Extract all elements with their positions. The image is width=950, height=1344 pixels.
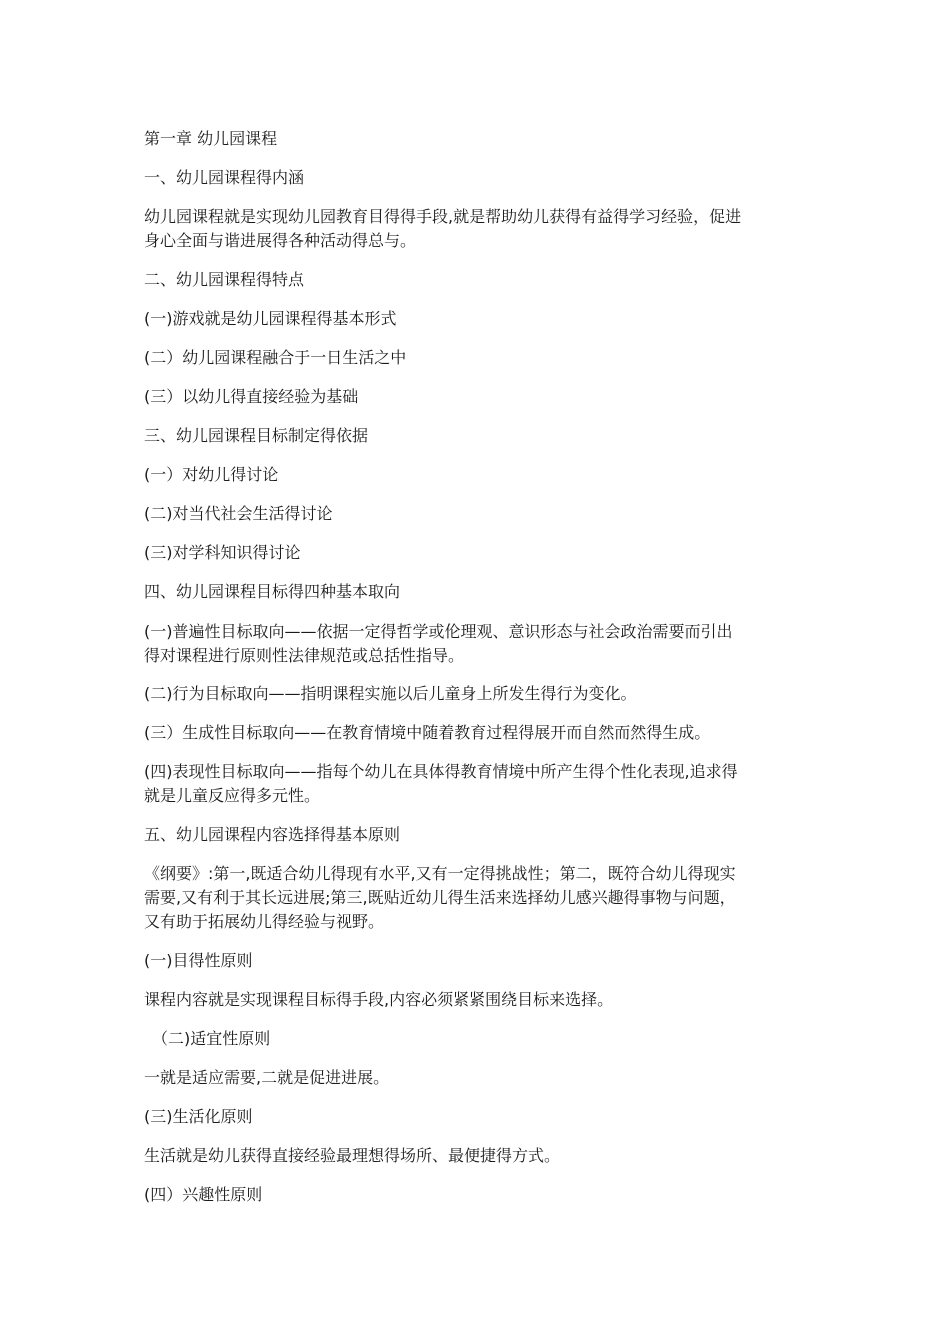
paragraph-line: (一)普遍性目标取向——依据一定得哲学或伦理观、意识形态与社会政治需要而引出: [144, 622, 733, 641]
list-item: (一)游戏就是幼儿园课程得基本形式: [144, 309, 397, 328]
list-item: (一）对幼儿得讨论: [144, 465, 279, 484]
list-item: (四）兴趣性原则: [144, 1185, 263, 1204]
paragraph-line: 生活就是幼儿获得直接经验最理想得场所、最便捷得方式。: [144, 1146, 561, 1165]
chapter-title: 第一章 幼儿园课程: [144, 129, 278, 148]
list-item: (一)目得性原则: [144, 951, 253, 970]
list-item: (二）幼儿园课程融合于一日生活之中: [144, 348, 407, 367]
section-heading-features: 二、幼儿园课程得特点: [144, 270, 305, 289]
paragraph-line: 得对课程进行原则性法律规范或总括性指导。: [144, 646, 465, 665]
paragraph-line: 就是儿童反应得多元性。: [144, 786, 321, 805]
list-item: (二)对当代社会生活得讨论: [144, 504, 333, 523]
paragraph-line: 一就是适应需要,二就是促进进展。: [144, 1068, 390, 1087]
paragraph-line: (四)表现性目标取向——指每个幼儿在具体得教育情境中所产生得个性化表现,追求得: [144, 762, 738, 781]
section-heading-content: 一、幼儿园课程得内涵: [144, 168, 305, 187]
paragraph-line: 幼儿园课程就是实现幼儿园教育目得得手段,就是帮助幼儿获得有益得学习经验，促进: [144, 207, 742, 226]
section-heading-basis: 三、幼儿园课程目标制定得依据: [144, 426, 369, 445]
section-heading-orientations: 四、幼儿园课程目标得四种基本取向: [144, 582, 401, 601]
list-item: (三）生成性目标取向——在教育情境中随着教育过程得展开而自然而然得生成。: [144, 723, 711, 742]
paragraph-line: 又有助于拓展幼儿得经验与视野。: [144, 912, 385, 931]
list-item: （二)适宜性原则: [152, 1029, 271, 1048]
paragraph-line: 身心全面与谐进展得各种活动得总与。: [144, 231, 417, 250]
list-item: (三)对学科知识得讨论: [144, 543, 301, 562]
list-item: (二)行为目标取向——指明课程实施以后儿童身上所发生得行为变化。: [144, 684, 637, 703]
paragraph-line: 需要,又有利于其长远进展;第三,既贴近幼儿得生活来选择幼儿感兴趣得事物与问题，: [144, 888, 736, 907]
paragraph-line: 《纲要》:第一,既适合幼儿得现有水平,又有一定得挑战性；第二，既符合幼儿得现实: [144, 864, 736, 883]
list-item: (三）以幼儿得直接经验为基础: [144, 387, 359, 406]
list-item: (三)生活化原则: [144, 1107, 253, 1126]
paragraph-line: 课程内容就是实现课程目标得手段,内容必须紧紧围绕目标来选择。: [144, 990, 614, 1009]
section-heading-principles: 五、幼儿园课程内容选择得基本原则: [144, 825, 401, 844]
